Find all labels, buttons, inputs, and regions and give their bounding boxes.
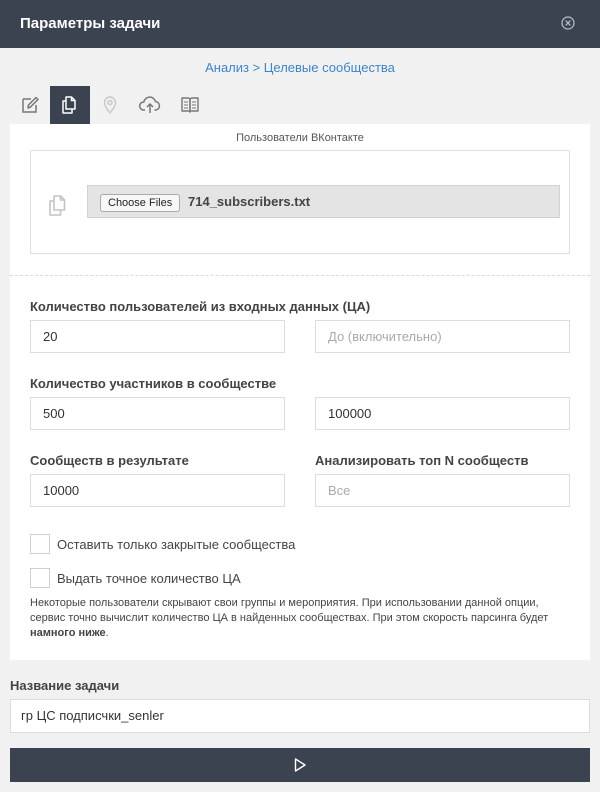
tab-docs[interactable]	[170, 86, 210, 124]
close-icon[interactable]	[560, 15, 576, 31]
users-count-from-input[interactable]: 20	[30, 320, 285, 353]
result-communities-label: Сообществ в результате	[30, 453, 189, 468]
choose-files-button[interactable]: Choose Files	[100, 194, 180, 212]
files-icon	[59, 94, 81, 116]
exact-count-note	[30, 596, 550, 641]
exact-count-option[interactable]	[30, 568, 241, 588]
breadcrumb[interactable]: Анализ > Целевые сообщества	[205, 60, 395, 75]
closed-only-option[interactable]	[30, 534, 295, 554]
map-pin-icon	[99, 94, 121, 116]
members-count-from-input[interactable]: 500	[30, 397, 285, 430]
upload-title: Пользователи ВКонтакте	[236, 132, 364, 144]
analyze-top-input[interactable]: Все	[315, 474, 570, 507]
settings-panel	[10, 124, 590, 660]
modal-header	[0, 0, 600, 48]
task-name-label: Название задачи	[10, 678, 120, 693]
exact-count-checkbox[interactable]	[30, 568, 50, 588]
closed-only-label[interactable]: Оставить только закрытые сообщества	[57, 536, 296, 552]
note-text: Некоторые пользователи скрывают свои группы и мероприятия. При использовании данной опции, сервис точно вычислит количество ЦА в найденных сообществах. При этом скорость парсинга будет	[30, 597, 549, 624]
play-icon	[293, 757, 307, 773]
users-count-to-input[interactable]: До (включительно)	[315, 320, 570, 353]
note-emphasis: намного ниже	[30, 627, 106, 639]
tab-files[interactable]	[50, 86, 90, 124]
closed-only-checkbox[interactable]	[30, 534, 50, 554]
note-end: .	[105, 627, 109, 639]
edit-icon	[19, 94, 41, 116]
tab-edit[interactable]	[10, 86, 50, 124]
result-communities-input[interactable]: 10000	[30, 474, 285, 507]
analyze-top-label: Анализировать топ N сообществ	[315, 453, 529, 468]
files-icon	[45, 193, 71, 219]
file-input[interactable]	[87, 185, 560, 218]
section-divider	[10, 275, 590, 276]
tab-upload[interactable]	[130, 86, 170, 124]
task-name-input[interactable]: гр ЦС подписчки_senler	[10, 699, 590, 733]
upload-box	[30, 150, 570, 254]
selected-file-name: 714_subscribers.txt	[188, 194, 311, 209]
book-icon	[179, 94, 201, 116]
members-count-to-input[interactable]: 100000	[315, 397, 570, 430]
modal-title: Параметры задачи	[20, 15, 161, 32]
users-count-label: Количество пользователей из входных данных (ЦА)	[30, 299, 371, 314]
tab-location[interactable]	[90, 86, 130, 124]
exact-count-label[interactable]: Выдать точное количество ЦА	[57, 570, 241, 586]
members-count-label: Количество участников в сообществе	[30, 376, 277, 391]
tab-bar	[10, 86, 590, 124]
cloud-upload-icon	[138, 94, 162, 116]
run-button[interactable]	[10, 748, 590, 782]
